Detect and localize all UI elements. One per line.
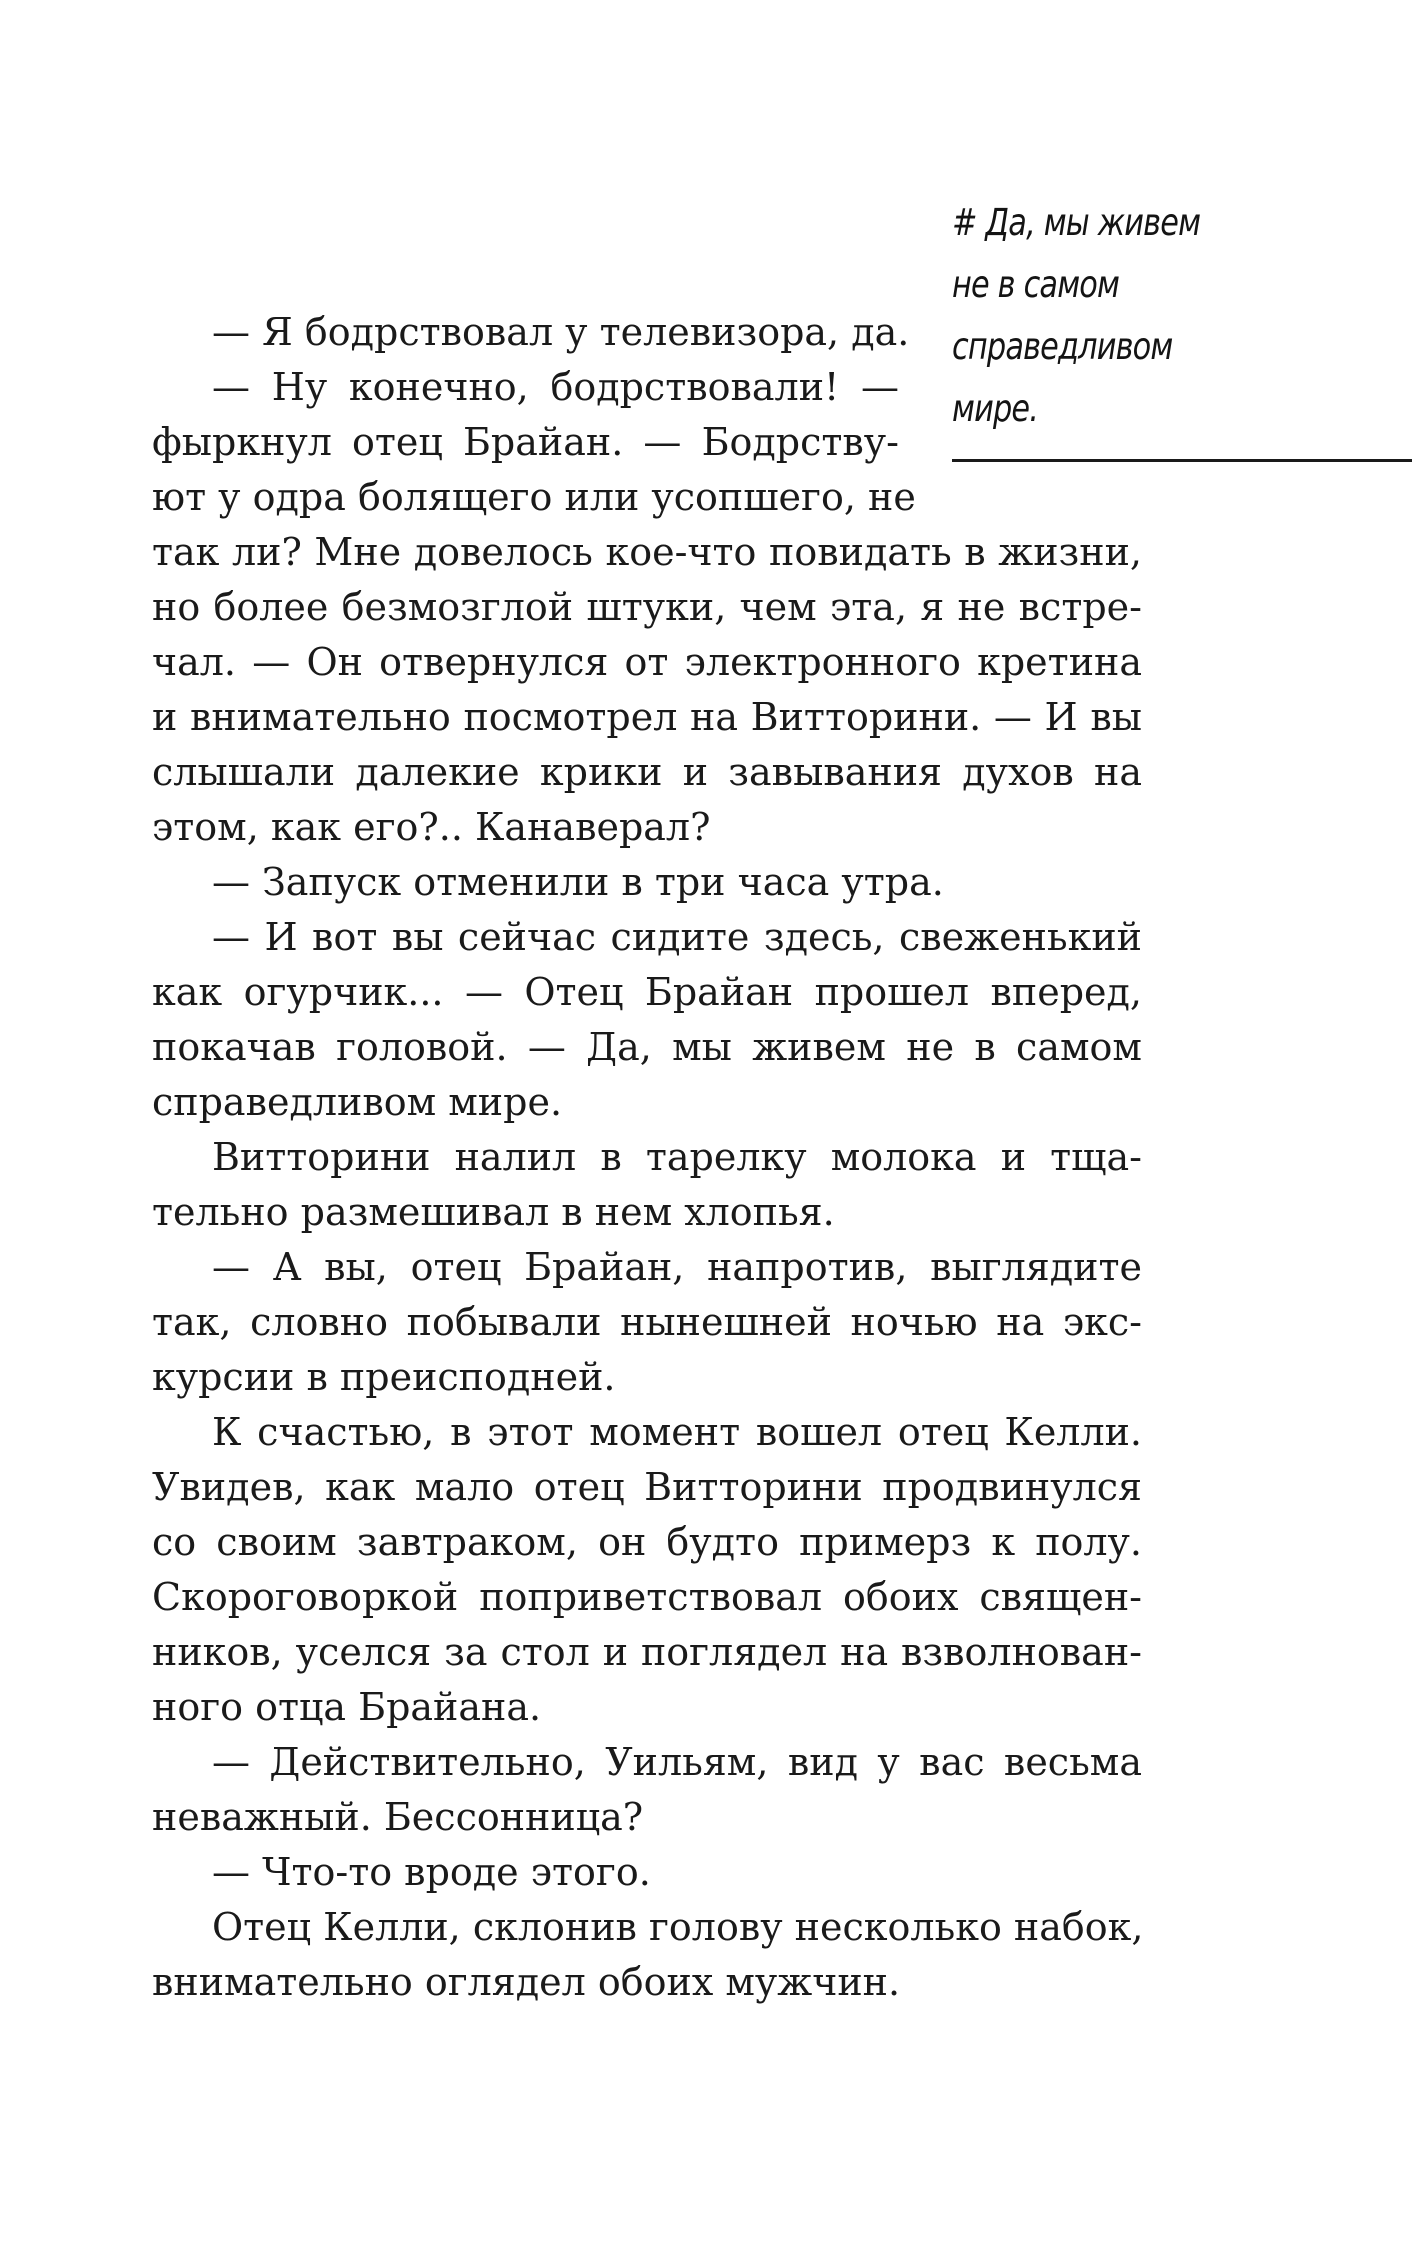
text-line: ют у одра болящего или усопшего, не xyxy=(152,475,916,519)
margin-note-divider xyxy=(952,459,1412,462)
text-line: так ли? Мне довелось кое-что повидать в жизни, xyxy=(152,530,1142,574)
margin-note-line: мире. xyxy=(952,387,1039,430)
text-line: — Запуск отменили в три часа утра. xyxy=(212,860,944,904)
text-line: К счастью, в этот момент вошел отец Келли. xyxy=(212,1410,1142,1454)
text-line: — Что-то вроде этого. xyxy=(212,1850,651,1894)
text-line: Отец Келли, склонив голову несколько набок, xyxy=(212,1905,1144,1949)
text-line: тельно размешивал в нем хлопья. xyxy=(152,1190,835,1234)
text-line: курсии в преисподней. xyxy=(152,1355,616,1399)
text-line: справедливом мире. xyxy=(152,1080,563,1124)
text-line: покачав головой. — Да, мы живем не в самом xyxy=(152,1025,1142,1069)
margin-note xyxy=(952,192,1247,440)
text-line: — Ну конечно, бодрствовали! — xyxy=(212,365,899,409)
text-line: Витторини налил в тарелку молока и тща- xyxy=(212,1135,1142,1179)
text-line: но более безмозглой штуки, чем эта, я не встре- xyxy=(152,585,1142,629)
text-line: этом, как его?.. Канаверал? xyxy=(152,805,711,849)
text-line: фыркнул отец Брайан. — Бодрству- xyxy=(152,420,899,464)
text-line: — И вот вы сейчас сидите здесь, свеженький xyxy=(212,915,1142,959)
text-line: — А вы, отец Брайан, напротив, выглядите xyxy=(212,1245,1142,1289)
text-line: чал. — Он отвернулся от электронного кретина xyxy=(152,640,1142,684)
text-line: ного отца Брайана. xyxy=(152,1685,542,1729)
margin-note-line: # Да, мы живем xyxy=(952,201,1201,244)
text-line: внимательно оглядел обоих мужчин. xyxy=(152,1960,901,2004)
margin-note-line: справедливом xyxy=(952,325,1173,368)
text-line: ников, уселся за стол и поглядел на взволнован- xyxy=(152,1630,1142,1674)
text-line: Скороговоркой поприветствовал обоих священ- xyxy=(152,1575,1142,1619)
text-line: — Действительно, Уильям, вид у вас весьма xyxy=(212,1740,1142,1784)
text-line: так, словно побывали нынешней ночью на экс- xyxy=(152,1300,1142,1344)
text-line: со своим завтраком, он будто примерз к полу. xyxy=(152,1520,1142,1564)
text-line: Увидев, как мало отец Витторини продвинулся xyxy=(152,1465,1142,1509)
text-line: и внимательно посмотрел на Витторини. — И вы xyxy=(152,695,1142,739)
text-line: неважный. Бессонница? xyxy=(152,1795,644,1839)
text-line: как огурчик... — Отец Брайан прошел вперед, xyxy=(152,970,1142,1014)
text-line: слышали далекие крики и завывания духов на xyxy=(152,750,1142,794)
text-line: — Я бодрствовал у телевизора, да. xyxy=(212,310,910,354)
margin-note-line: не в самом xyxy=(952,263,1120,306)
